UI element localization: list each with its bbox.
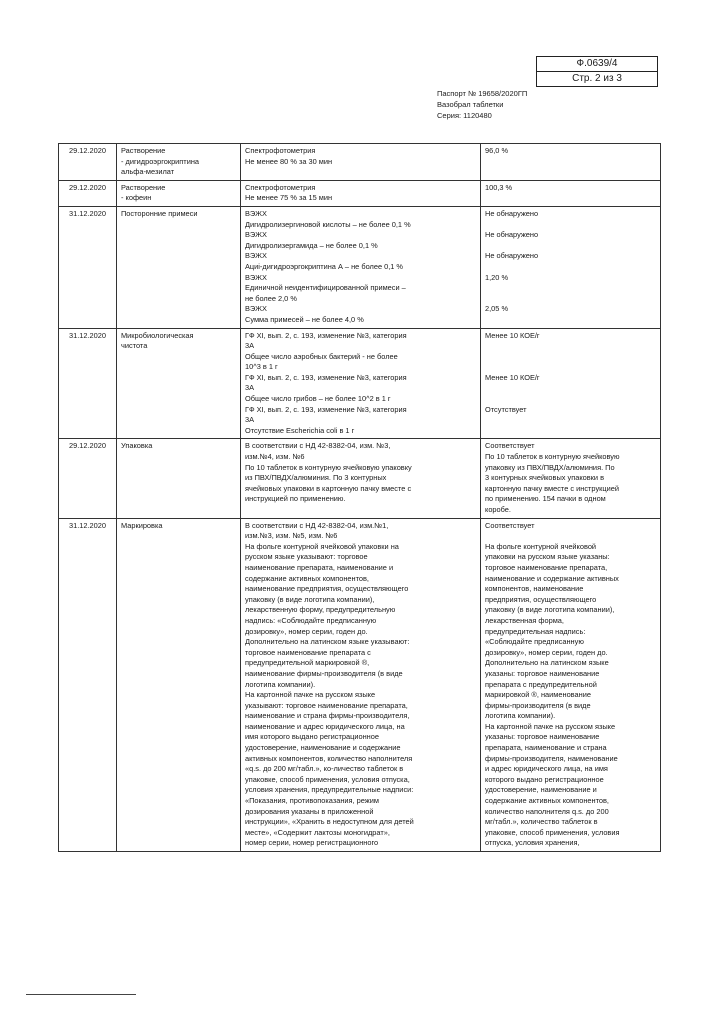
requirement-cell-line: дозировку», номер серии, годен до.: [245, 626, 368, 636]
requirement-cell-line: «Показания, противопоказания, режим: [245, 796, 379, 806]
requirement-cell-line: номер серии, номер регистрационного: [245, 838, 379, 848]
result-cell-line: компонентов, наименование: [485, 584, 584, 594]
result-cell-line: 1,20 %: [485, 272, 509, 282]
result-cell-line: Соответствует: [485, 441, 535, 451]
form-code: Ф.0639/4: [576, 58, 618, 69]
result-cell-line: Отсутствует: [485, 404, 527, 414]
requirement-cell-line: Спектрофотометрия: [245, 146, 316, 155]
requirement-cell-line: На фольге контурной ячейковой упаковки на: [245, 541, 399, 551]
requirement-cell-line: «q.s. до 200 мг/табл.», ко-личество таблеток в: [245, 764, 404, 774]
result-cell-line: 3 контурных ячейковых упаковки в: [485, 473, 605, 483]
result-cell-line: мг/табл.», количество таблеток в: [485, 817, 598, 827]
requirement-cell-line: удостоверение, наименование и содержание: [245, 743, 401, 753]
result-cell-line: фирмы-производителя (в виде: [485, 700, 591, 710]
requirement-cell-line: 3А: [245, 415, 255, 425]
requirement-cell-line: По 10 таблеток в контурную ячейковую упаковку: [245, 462, 412, 472]
result-cell-line: наименование и содержание активных: [485, 573, 619, 583]
result-cell-line: дозировку», номер серии, годен до.: [485, 647, 608, 657]
result-cell: [481, 328, 661, 439]
requirement-cell-line: ВЭЖХ: [245, 230, 267, 240]
result-cell-line: логотипа компании).: [485, 711, 556, 721]
result-cell: [481, 144, 661, 181]
footer-rule: [26, 994, 136, 995]
requirement-cell-line: ВЭЖХ: [245, 208, 267, 218]
passport-number: Паспорт № 19658/2020ГП: [437, 89, 528, 98]
result-cell-line: Соответствует: [485, 520, 535, 530]
result-cell-line: количество наполнителя q.s. до 200: [485, 806, 609, 816]
result-cell-line: указаны: торговое наименование: [485, 668, 600, 678]
requirement-cell-line: наименование и адрес юридического лица, на: [245, 721, 405, 731]
indicator-cell: [117, 518, 241, 851]
requirement-cell-line: изм.№3, изм. №5, изм. №6: [245, 531, 338, 541]
indicator-cell-line: - дигидроэргокриптина: [121, 156, 200, 166]
date-cell: 29.12.2020: [59, 439, 117, 518]
date-cell: 29.12.2020: [59, 144, 117, 181]
requirement-cell-line: дозирования указаны в приложенной: [245, 806, 374, 816]
requirement-cell: [241, 180, 481, 206]
passport-header: [437, 88, 527, 121]
requirement-cell-line: наименование предприятия, осуществляющего: [245, 584, 409, 594]
requirement-cell-line: лекарственную форму, предупредительную: [245, 605, 396, 615]
table-row: [59, 439, 661, 518]
result-cell-line: лекарственная форма,: [485, 615, 564, 625]
requirement-cell-line: 3А: [245, 341, 255, 351]
result-cell-line: указаны: торговое наименование: [485, 732, 600, 742]
requirement-cell: [241, 206, 481, 328]
result-cell-line: [485, 294, 656, 305]
requirement-cell-line: указывают: торговое наименование препарата,: [245, 700, 408, 710]
requirement-cell-line: ячейковых упаковки в картонную пачку вместе с: [245, 483, 412, 493]
requirement-cell-line: логотипа компании).: [245, 679, 316, 689]
requirement-cell-line: Не менее 80 % за 30 мин: [245, 156, 333, 166]
requirement-cell-line: В соответствии с НД 42-8382-04, изм. №3,: [245, 441, 391, 451]
result-cell-line: содержание активных компонентов,: [485, 796, 609, 806]
indicator-cell: [117, 328, 241, 439]
requirement-cell-line: Ациі-дигидроэргокриптина А – не более 0,1 %: [245, 261, 404, 271]
result-cell-line: по применению. 154 пачки в одном: [485, 494, 606, 504]
indicator-cell-line: Растворение: [121, 182, 166, 192]
requirement-cell-line: из ПВХ/ПВДХ/алюминия. По 3 контурных: [245, 473, 387, 483]
result-cell-line: 2,05 %: [485, 304, 509, 314]
result-cell: [481, 518, 661, 851]
table-row: [59, 518, 661, 851]
requirement-cell-line: ГФ XI, вып. 2, с. 193, изменение №3, категория: [245, 372, 407, 382]
requirement-cell-line: ГФ XI, вып. 2, с. 193, изменение №3, категория: [245, 330, 407, 340]
requirement-cell-line: наименование препарата, наименование и: [245, 562, 394, 572]
result-cell-line: картонную пачку вместе с инструкцией: [485, 483, 619, 493]
result-cell-line: Не обнаружено: [485, 230, 539, 240]
result-cell-line: [485, 362, 656, 373]
result-cell-line: [485, 220, 656, 231]
indicator-cell-line: чистота: [121, 341, 148, 351]
requirement-cell-line: месте», «Содержит лактозы моногидрат»,: [245, 827, 390, 837]
result-cell: [481, 439, 661, 518]
series-number: Серия: 1120480: [437, 111, 492, 120]
result-cell-line: [485, 352, 656, 363]
requirement-cell-line: Спектрофотометрия: [245, 182, 316, 192]
date-cell: 29.12.2020: [59, 180, 117, 206]
requirement-cell-line: надпись: «Соблюдайте предписанную: [245, 615, 377, 625]
requirement-cell-line: В соответствии с НД 42-8382-04, изм.№1,: [245, 520, 389, 530]
result-cell-line: которого выдано регистрационное: [485, 774, 604, 784]
result-cell-line: [485, 394, 656, 405]
date-cell: 31.12.2020: [59, 328, 117, 439]
requirement-cell-line: 10^3 в 1 г: [245, 362, 278, 372]
result-cell-line: [485, 341, 656, 352]
requirement-cell-line: имя которого выдано регистрационное: [245, 732, 379, 742]
result-cell-line: торговое наименование препарата,: [485, 562, 608, 572]
product-name: Вазобрал таблетки: [437, 100, 504, 109]
date-cell: 31.12.2020: [59, 518, 117, 851]
result-cell-line: Не обнаружено: [485, 208, 539, 218]
requirement-cell-line: предупредительной маркировкой ®,: [245, 658, 370, 668]
requirement-cell-line: инструкции», «Хранить в недоступном для детей: [245, 817, 414, 827]
result-cell-line: Менее 10 КОЕ/г: [485, 372, 540, 382]
test-results-table: [58, 143, 661, 852]
indicator-cell-line: Микробиологическая: [121, 330, 194, 340]
result-cell-line: удостоверение, наименование и: [485, 785, 597, 795]
requirement-cell-line: Дополнительно на латинском языке указывают:: [245, 637, 410, 647]
requirement-cell: [241, 439, 481, 518]
result-cell-line: упаковке, способ применения, условия: [485, 827, 620, 837]
requirement-cell-line: упаковке, способ применения, условия отпуска,: [245, 774, 410, 784]
result-cell-line: отпуска, условия хранения,: [485, 838, 580, 848]
requirement-cell-line: Общее число аэробных бактерий - не более: [245, 351, 398, 361]
result-cell-line: маркировкой ®, наименование: [485, 690, 591, 700]
indicator-cell-line: Упаковка: [121, 441, 153, 451]
requirement-cell-line: содержание активных компонентов,: [245, 573, 369, 583]
result-cell-line: [485, 383, 656, 394]
result-cell-line: Менее 10 КОЕ/г: [485, 330, 540, 340]
indicator-cell-line: Растворение: [121, 146, 166, 155]
requirement-cell-line: изм.№4, изм. №6: [245, 452, 305, 462]
table-row: [59, 328, 661, 439]
result-cell-line: 100,3 %: [485, 182, 513, 192]
table-row: [59, 144, 661, 181]
result-cell-line: «Соблюдайте предписанную: [485, 637, 584, 647]
indicator-cell: [117, 180, 241, 206]
indicator-cell-line: Посторонние примеси: [121, 208, 198, 218]
result-cell-line: [485, 283, 656, 294]
requirement-cell-line: условия хранения, предупредительные надписи:: [245, 785, 414, 795]
requirement-cell-line: 3А: [245, 383, 255, 393]
requirement-cell-line: упаковку (в виде логотипа компании),: [245, 594, 375, 604]
result-cell-line: упаковку из ПВХ/ПВДХ/алюминия. По: [485, 462, 615, 472]
indicator-cell-line: - кофеин: [121, 193, 152, 203]
requirement-cell-line: инструкцией по применению.: [245, 494, 346, 504]
result-cell-line: На фольге контурной ячейковой: [485, 541, 597, 551]
requirement-cell-line: ВЭЖХ: [245, 251, 267, 261]
requirement-cell: [241, 328, 481, 439]
date-cell: 31.12.2020: [59, 206, 117, 328]
result-cell-line: коробе.: [485, 505, 511, 514]
result-cell-line: 96,0 %: [485, 146, 509, 155]
requirement-cell-line: ВЭЖХ: [245, 304, 267, 314]
result-cell-line: упаковку (в виде логотипа компании),: [485, 605, 615, 615]
result-cell-line: фирмы-производителя, наименование: [485, 753, 618, 763]
requirement-cell-line: Сумма примесей – не более 4,0 %: [245, 314, 364, 324]
result-cell-line: Не обнаружено: [485, 251, 539, 261]
requirement-cell-line: торговое наименование препарата с: [245, 647, 371, 657]
table-row: [59, 206, 661, 328]
requirement-cell-line: Не менее 75 % за 15 мин: [245, 193, 333, 203]
result-cell-line: препарата с предупредительной: [485, 679, 597, 689]
indicator-cell: [117, 144, 241, 181]
requirement-cell-line: Отсутствие Escherichia coli в 1 г: [245, 425, 355, 435]
result-cell-line: [485, 531, 656, 542]
indicator-cell: [117, 206, 241, 328]
result-cell-line: препарата, наименование и страна: [485, 743, 607, 753]
result-cell-line: [485, 241, 656, 252]
table-row: [59, 180, 661, 206]
requirement-cell-line: активных компонентов, количество наполнителя: [245, 753, 413, 763]
result-cell-line: и адрес юридического лица, на имя: [485, 764, 608, 774]
requirement-cell-line: наименование фирмы-производителя (в виде: [245, 668, 403, 678]
page-number: Стр. 2 из 3: [537, 71, 657, 86]
requirement-cell: [241, 144, 481, 181]
requirement-cell-line: Единичной неидентифицированной примеси –: [245, 283, 406, 293]
indicator-cell: [117, 439, 241, 518]
result-cell-line: [485, 262, 656, 273]
requirement-cell-line: наименование и страна фирмы-производителя,: [245, 711, 410, 721]
result-cell: [481, 206, 661, 328]
form-code-box: [536, 56, 658, 87]
result-cell-line: предприятия, осуществляющего: [485, 594, 597, 604]
requirement-cell-line: Дигидролизергамида – не более 0,1 %: [245, 240, 378, 250]
requirement-cell-line: русском языке указывают: торговое: [245, 552, 368, 562]
result-cell-line: предупредительная надпись:: [485, 626, 586, 636]
requirement-cell-line: ВЭЖХ: [245, 272, 267, 282]
requirement-cell-line: ГФ XI, вып. 2, с. 193, изменение №3, категория: [245, 404, 407, 414]
requirement-cell: [241, 518, 481, 851]
requirement-cell-line: не более 2,0 %: [245, 293, 297, 303]
result-cell: [481, 180, 661, 206]
requirement-cell-line: Общее число грибов – не более 10^2 в 1 г: [245, 394, 391, 404]
result-cell-line: По 10 таблеток в контурную ячейковую: [485, 452, 620, 462]
result-cell-line: На картонной пачке на русском языке: [485, 721, 616, 731]
indicator-cell-line: Маркировка: [121, 520, 163, 530]
result-cell-line: упаковки на русском языке указаны:: [485, 552, 610, 562]
result-cell-line: Дополнительно на латинском языке: [485, 658, 609, 668]
indicator-cell-line: альфа-мезилат: [121, 167, 175, 177]
requirement-cell-line: Дигидролизергиновой кислоты – не более 0,1 %: [245, 219, 411, 229]
requirement-cell-line: На картонной пачке на русском языке: [245, 690, 376, 700]
